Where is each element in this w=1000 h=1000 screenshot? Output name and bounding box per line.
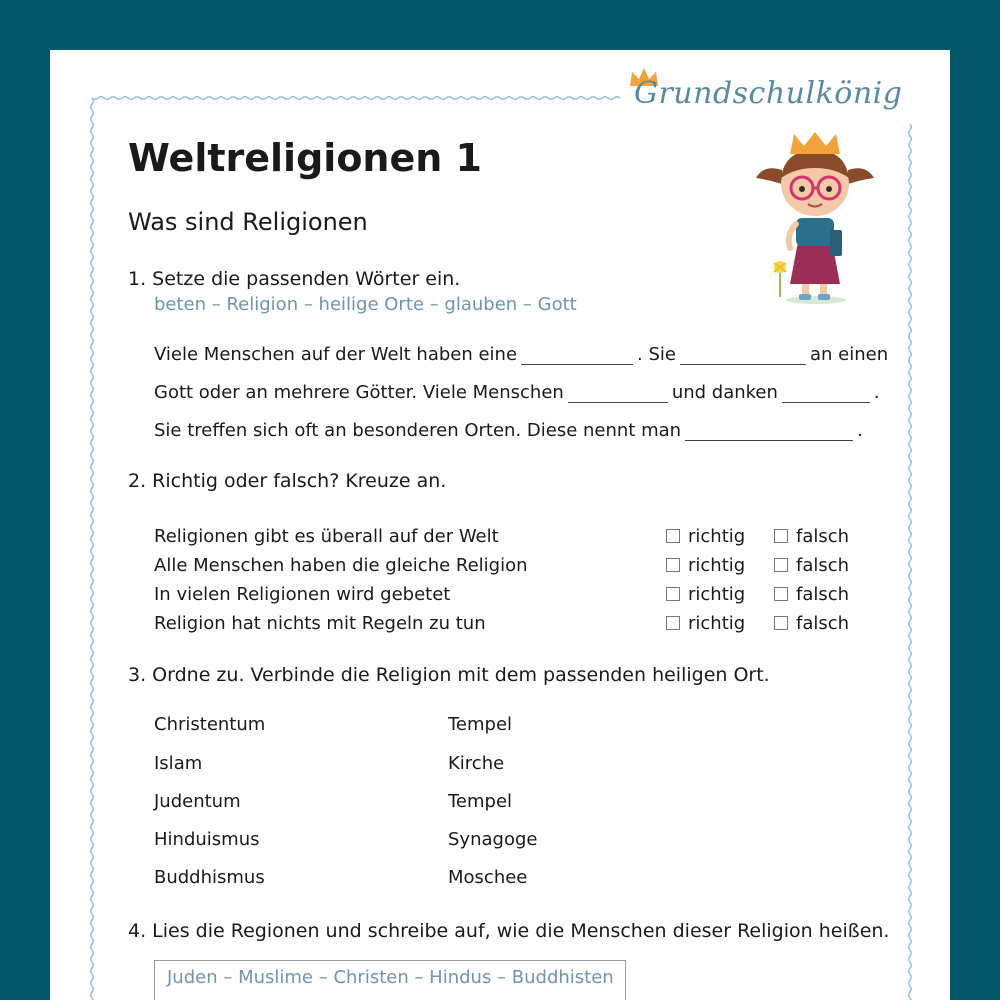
religion-item[interactable]: Buddhismus [154,867,265,888]
text-fragment: und danken [671,382,778,403]
tf-statement: Religion hat nichts mit Regeln zu tun [154,613,486,634]
holy-place-item[interactable]: Synagoge [448,829,538,850]
true-false-row [154,584,854,610]
tf-statement: Religionen gibt es überall auf der Welt [154,526,499,547]
task4-wordbank-box [154,960,626,1000]
checkbox-icon[interactable] [774,616,788,630]
holy-place-item[interactable]: Tempel [448,714,513,735]
option-label: falsch [796,584,850,605]
checkbox-icon[interactable] [774,558,788,572]
fill-blank[interactable] [782,388,870,403]
checkbox-icon[interactable] [666,558,680,572]
text-fragment: . [873,382,880,403]
fill-blank[interactable] [680,350,806,365]
checkbox-icon[interactable] [666,616,680,630]
option-label: richtig [688,555,746,576]
option-falsch[interactable] [774,555,849,576]
fill-blank[interactable] [685,426,853,441]
option-falsch[interactable] [774,613,849,634]
fill-blank[interactable] [521,350,633,365]
religion-item[interactable]: Christentum [154,714,266,735]
worksheet-page [50,50,950,1000]
religion-item[interactable]: Islam [154,753,203,774]
brand-name: Grundschulkönig [634,76,903,111]
task1-line-1 [154,344,888,365]
task1-heading: 1. Setze die passenden Wörter ein. [128,268,461,290]
girl-with-crown-illustration [744,132,884,307]
holy-place-item[interactable]: Tempel [448,791,513,812]
option-label: richtig [688,584,746,605]
task2-heading: 2. Richtig oder falsch? Kreuze an. [128,470,447,492]
option-label: richtig [688,613,746,634]
holy-place-item[interactable]: Kirche [448,753,505,774]
option-richtig[interactable] [666,584,745,605]
option-richtig[interactable] [666,526,745,547]
option-richtig[interactable] [666,613,745,634]
text-fragment: Gott oder an mehrere Götter. Viele Menschen [154,382,564,403]
true-false-row [154,555,854,581]
task4-heading: 4. Lies die Regionen und schreibe auf, wie die Menschen dieser Religion heißen. [128,920,890,942]
text-fragment: Sie treffen sich oft an besonderen Orten. Diese nennt man [154,420,682,441]
text-fragment: . [857,420,863,441]
text-fragment: . Sie [637,344,676,365]
task1-wordbank: beten – Religion – heilige Orte – glauben – Gott [154,294,577,315]
checkbox-icon[interactable] [666,587,680,601]
brand-logo [628,66,918,116]
text-fragment: Viele Menschen auf der Welt haben eine [154,344,518,365]
tf-statement: Alle Menschen haben die gleiche Religion [154,555,528,576]
task1-line-3 [154,420,863,441]
option-richtig[interactable] [666,555,745,576]
option-label: falsch [796,555,850,576]
task1-line-2 [154,382,880,403]
fill-blank[interactable] [568,388,668,403]
option-falsch[interactable] [774,584,849,605]
holy-place-item[interactable]: Moschee [448,867,528,888]
true-false-row [154,613,854,639]
option-falsch[interactable] [774,526,849,547]
option-label: falsch [796,526,850,547]
text-fragment: an einen [810,344,889,365]
page-title: Weltreligionen 1 [128,136,482,180]
option-label: richtig [688,526,746,547]
page-subtitle: Was sind Religionen [128,208,368,236]
option-label: falsch [796,613,850,634]
religion-item[interactable]: Hinduismus [154,829,260,850]
checkbox-icon[interactable] [774,529,788,543]
religion-item[interactable]: Judentum [154,791,241,812]
checkbox-icon[interactable] [666,529,680,543]
true-false-row [154,526,854,552]
task4-wordbank: Juden – Muslime – Christen – Hindus – Buddhisten [167,967,614,988]
task3-heading: 3. Ordne zu. Verbinde die Religion mit dem passenden heiligen Ort. [128,664,770,686]
checkbox-icon[interactable] [774,587,788,601]
tf-statement: In vielen Religionen wird gebetet [154,584,451,605]
